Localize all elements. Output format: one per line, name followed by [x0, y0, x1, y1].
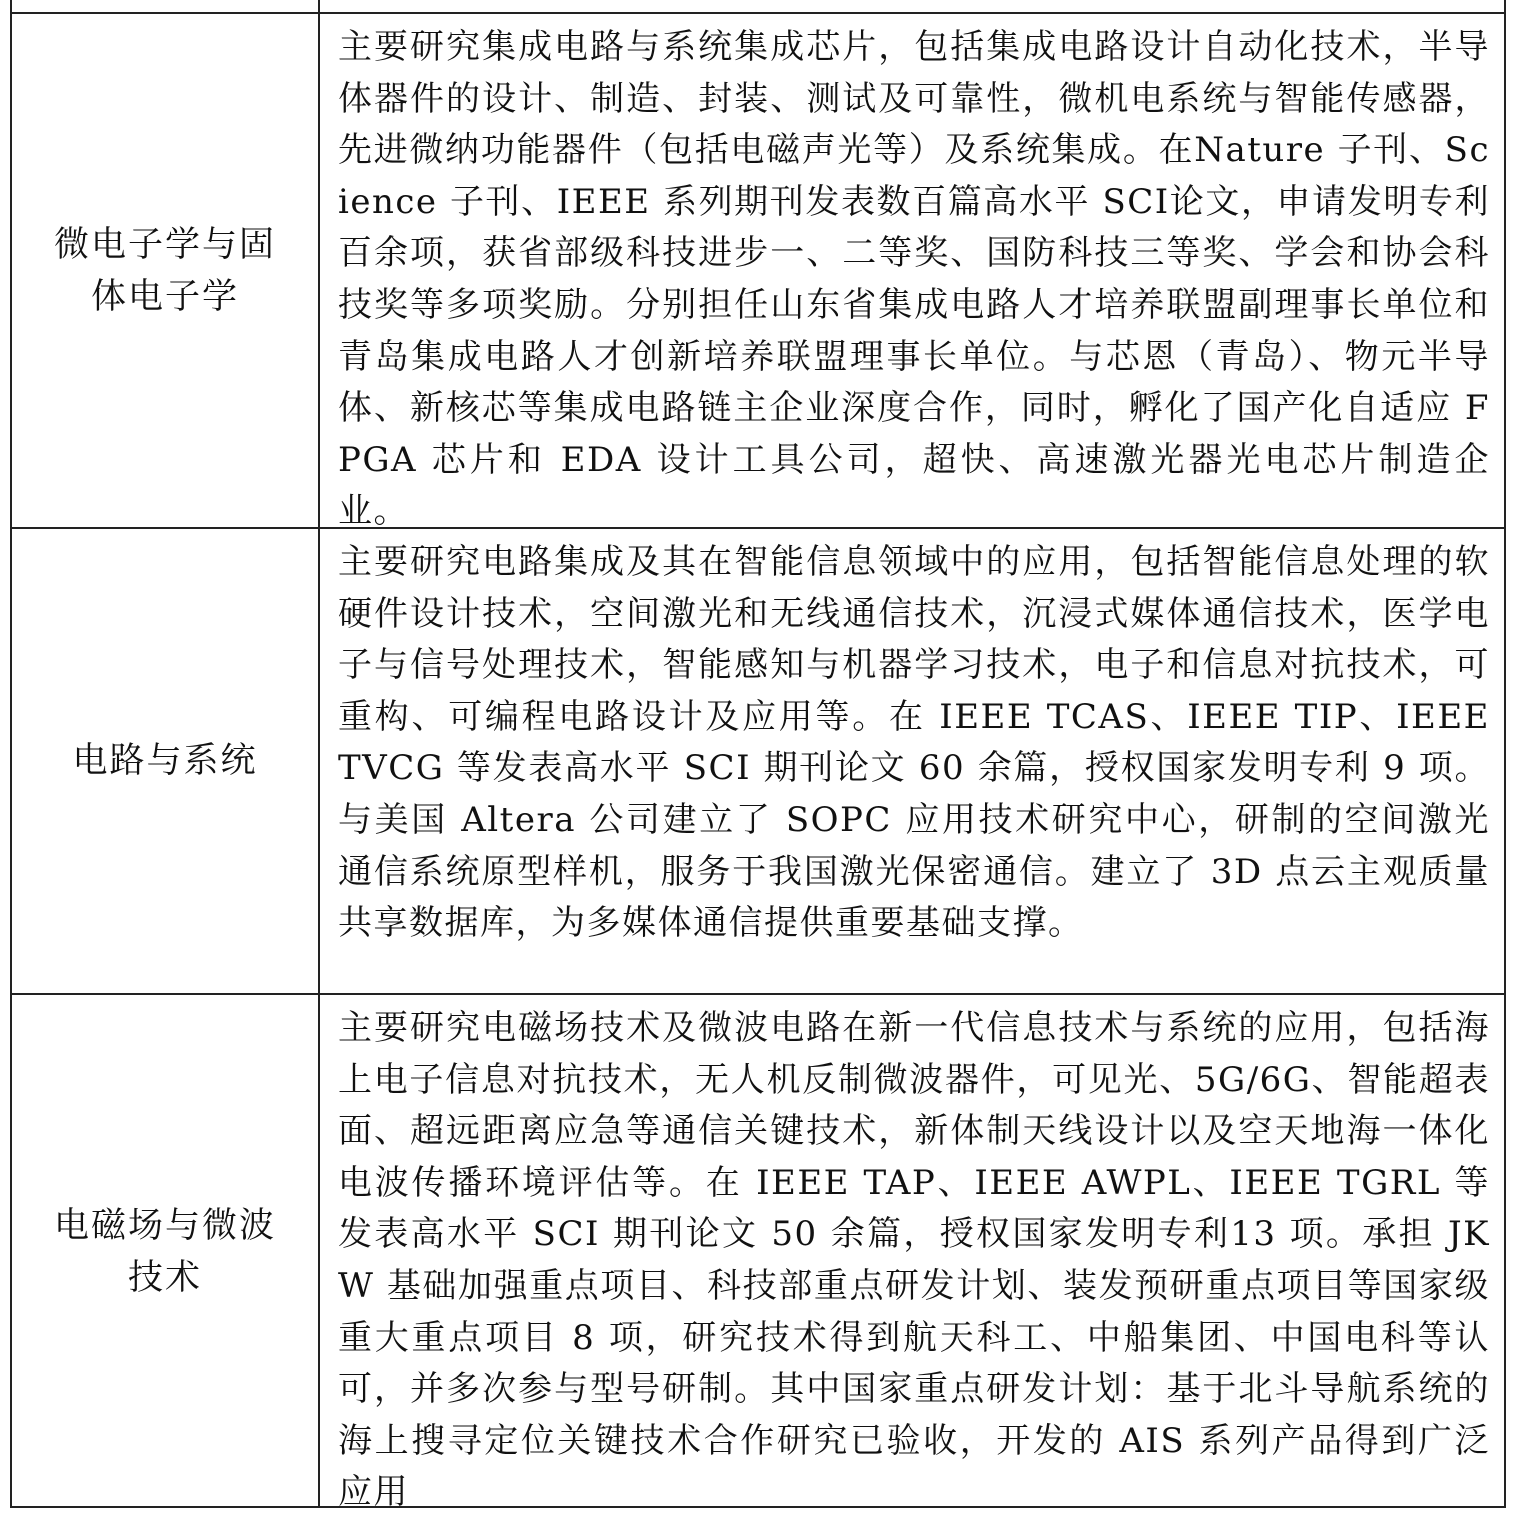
category-line: 电路与系统: [72, 741, 258, 781]
category-cell: [12, 529, 318, 993]
description-cell: 主要研究集成电路与系统集成芯片，包括集成电路设计自动化技术，半导体器件的设计、制造、封装、测试及可靠性，微机电系统与智能传感器，先进微纳功能器件（包括电磁声光等）及系统集成。在Nature 子刊、Science 子刊、IEEE 系列期刊发表数百篇高水平 SCI论文，申请发明专利百余项，获省部级科技进步一、二等奖、国防科技三等奖、学会和协会科技奖等多项奖励。分别担任山东省集成电路人才培养联盟副理事长单位和青岛集成电路人才创新培养联盟理事长单位。与芯恩（青岛）、物元半导体、新核芯等集成电路链主企业深度合作，同时，孵化了国产化自适应 FPGA 芯片和 EDA 设计工具公司，超快、高速激光器光电芯片制造企业。: [338, 27, 1490, 532]
description-cell: 主要研究电磁场技术及微波电路在新一代信息技术与系统的应用，包括海上电子信息对抗技术，无人机反制微波器件，可见光、5G/6G、智能超表面、超远距离应急等通信关键技术，新体制天线设计以及空天地海一体化电波传播环境评估等。在 IEEE TAP、IEEE AWPL、IEEE TGRL 等发表高水平 SCI 期刊论文 50 余篇，授权国家发明专利13 项。承担 JKW 基础加强重点项目、科技部重点研发计划、装发预研重点项目等国家级重大重点项目 8 项，研究技术得到航天科工、中船集团、中国电科等认可，并多次参与型号研制。其中国家重点研发计划：基于北斗导航系统的海上搜寻定位关键技术合作研究已验收，开发的 AIS 系列产品得到广泛应用: [338, 1008, 1490, 1513]
category-line: 电磁场与微波: [53, 1205, 276, 1246]
table-row: [12, 993, 1504, 1513]
category-line: 体电子学: [90, 276, 239, 317]
table-row: [12, 12, 1504, 532]
discipline-table: [10, 0, 1506, 1513]
table-row: [12, 527, 1504, 993]
category-line: 微电子学与固: [53, 224, 276, 265]
category-cell: [12, 995, 318, 1508]
category-cell: [12, 14, 318, 527]
table-row-top-continuation: [12, 0, 1504, 12]
description-cell: 主要研究电路集成及其在智能信息领域中的应用，包括智能信息处理的软硬件设计技术，空间激光和无线通信技术，沉浸式媒体通信技术，医学电子与信号处理技术，智能感知与机器学习技术，电子和信息对抗技术，可重构、可编程电路设计及应用等。在 IEEE TCAS、IEEE TIP、IEEE TVCG 等发表高水平 SCI 期刊论文 60 余篇，授权国家发明专利 9 项。与美国 Altera 公司建立了 SOPC 应用技术研究中心，研制的空间激光通信系统原型样机，服务于我国激光保密通信。建立了 3D 点云主观质量共享数据库，为多媒体通信提供重要基础支撑。: [338, 542, 1490, 944]
category-line: 技术: [127, 1257, 202, 1298]
